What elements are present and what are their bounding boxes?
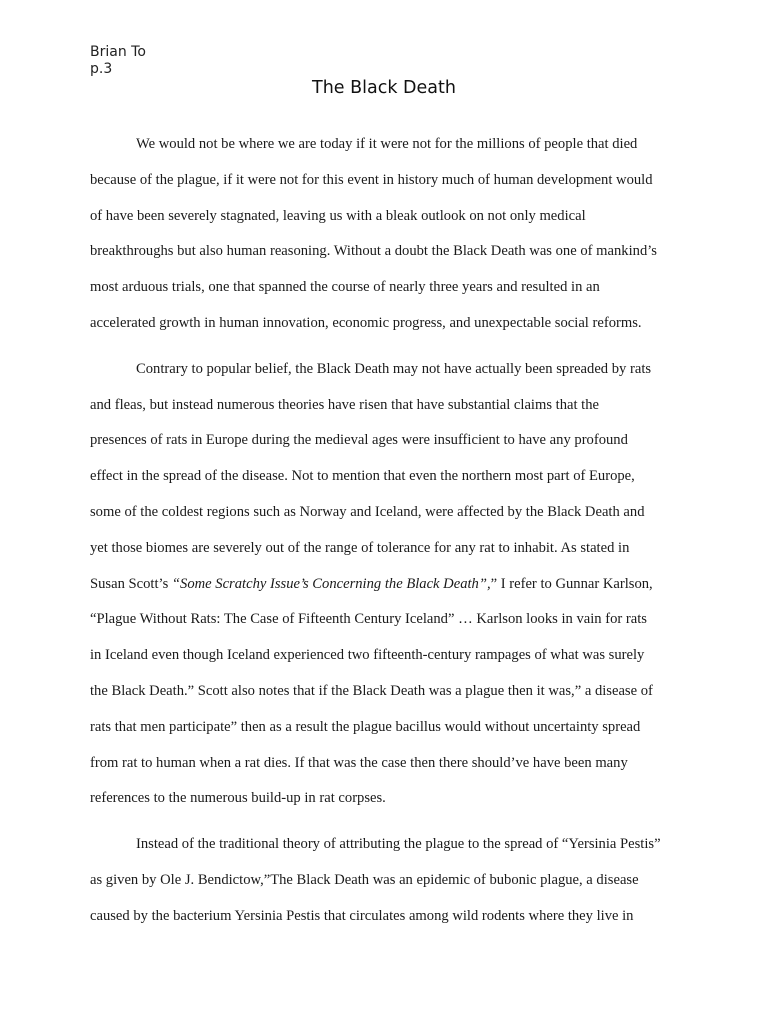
text-line: as given by Ole J. Bendictow,”The Black Death was an epidemic of bubonic plague, a disease xyxy=(90,871,639,888)
text-line: references to the numerous build-up in rat corpses. xyxy=(90,790,386,807)
paragraph-1 xyxy=(90,127,680,342)
text-line: effect in the spread of the disease. Not to mention that even the northern most part of Europe, xyxy=(90,468,635,485)
text-line: presences of rats in Europe during the medieval ages were insufficient to have any profound xyxy=(90,432,628,449)
header-block xyxy=(90,44,146,78)
text-line: accelerated growth in human innovation, economic progress, and unexpectable social reforms. xyxy=(90,314,642,331)
text-line: most arduous trials, one that spanned the course of nearly three years and resulted in an xyxy=(90,279,600,296)
text-line: caused by the bacterium Yersinia Pestis that circulates among wild rodents where they live in xyxy=(90,907,634,924)
text-line: and fleas, but instead numerous theories have risen that have substantial claims that the xyxy=(90,396,600,413)
text-line: of have been severely stagnated, leaving us with a bleak outlook on not only medical xyxy=(90,207,586,224)
text-line: Contrary to popular belief, the Black Death may not have actually been spreaded by rats xyxy=(136,360,652,377)
text-line: We would not be where we are today if it were not for the millions of people that died xyxy=(136,136,638,152)
text-line: yet those biomes are severely out of the range of tolerance for any rat to inhabit. As stated in xyxy=(90,539,630,556)
citation-title: “Some Scratchy Issue’s Concerning the Black Death”, xyxy=(171,575,491,592)
paragraph-2 xyxy=(90,352,680,817)
citation-line xyxy=(90,567,680,603)
text-line: “Plague Without Rats: The Case of Fifteenth Century Iceland” … Karlson looks in vain for rats xyxy=(90,611,647,628)
paragraph-gap xyxy=(90,342,680,352)
text-line: from rat to human when a rat dies. If that was the case then there should’ve have been many xyxy=(90,754,628,771)
citation-prefix: Susan Scott’s xyxy=(90,575,172,592)
paragraph-gap xyxy=(90,817,680,827)
text-line: because of the plague, if it were not for this event in history much of human development would xyxy=(90,171,653,188)
author-name: Brian To xyxy=(90,44,146,60)
text-line: the Black Death.” Scott also notes that if the Black Death was a plague then it was,” a disease of xyxy=(90,682,653,699)
class-period: p.3 xyxy=(90,61,113,77)
page-title: The Black Death xyxy=(312,78,456,98)
text-line: breakthroughs but also human reasoning. Without a doubt the Black Death was one of mankind’s xyxy=(90,243,657,260)
text-line: Instead of the traditional theory of attributing the plague to the spread of “Yersinia Pestis” xyxy=(136,836,661,853)
text-line: in Iceland even though Iceland experienced two fifteenth-century rampages of what was surely xyxy=(90,647,645,664)
text-line: rats that men participate” then as a result the plague bacillus would without uncertainty spread xyxy=(90,718,641,735)
text-line: some of the coldest regions such as Norway and Iceland, were affected by the Black Death and xyxy=(90,503,645,520)
essay-body xyxy=(90,127,680,935)
citation-suffix: ” I refer to Gunnar Karlson, xyxy=(490,575,653,592)
paragraph-3 xyxy=(90,827,680,934)
